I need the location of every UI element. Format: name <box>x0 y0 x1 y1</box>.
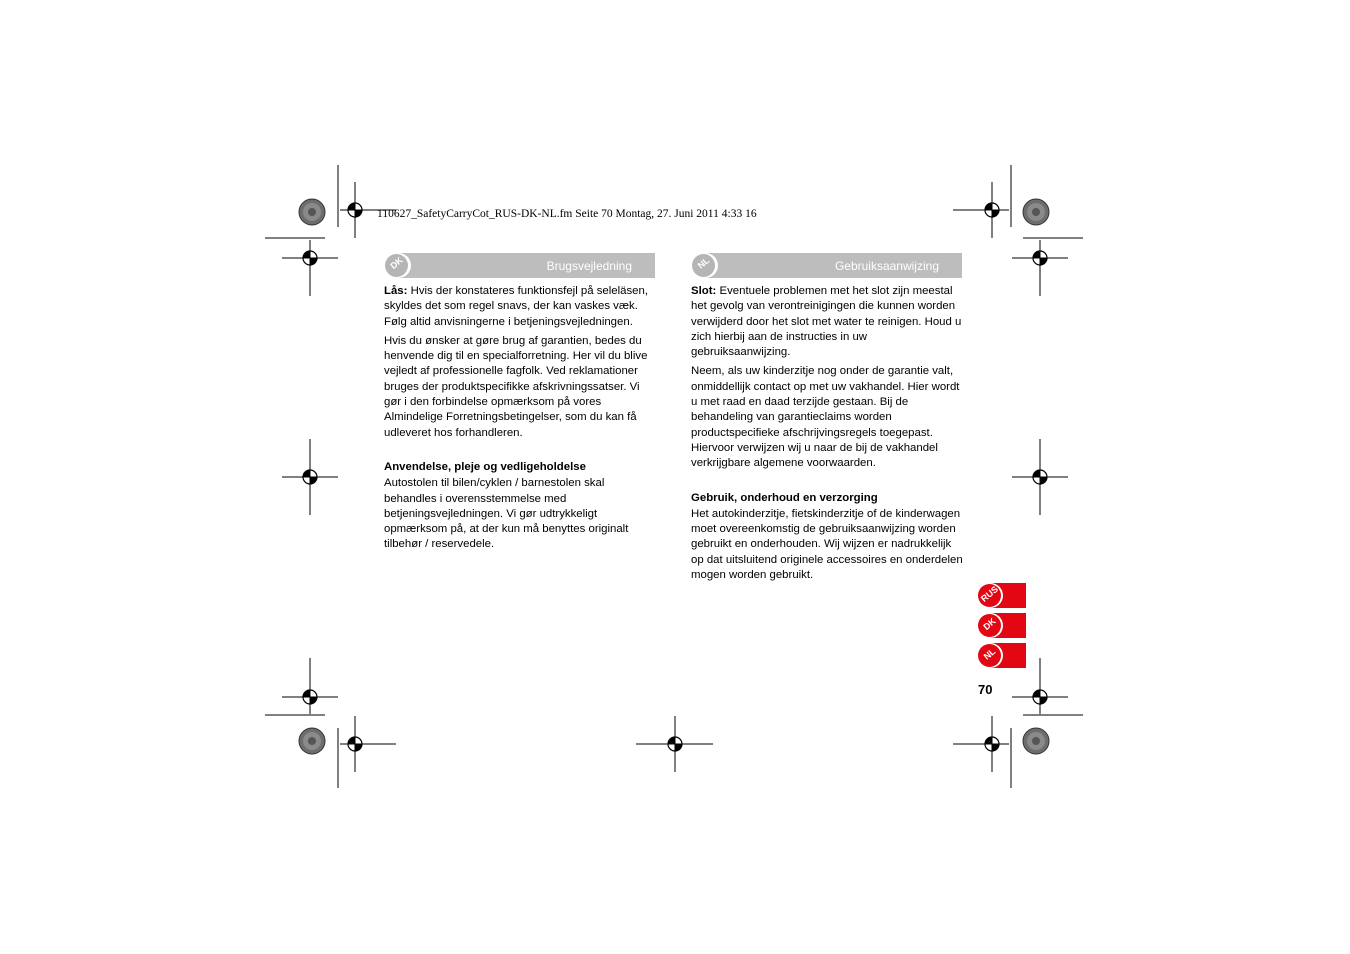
dk-section-header <box>384 253 655 278</box>
dk-lock-text: Hvis der konstateres funktionsfejl på seleläsen, skyldes det som regel snavs, der kan vaskes væk. Følg altid anvisningerne i betjeningsvejledningen. <box>384 285 649 328</box>
right-middle-registration-mark <box>1028 465 1052 489</box>
nl-language-badge <box>691 253 718 278</box>
dk-paragraph-usage: Autostolen til bilen/cyklen / barnestolen skal behandles i overensstemmelse med betjeningsvejledningen. Vi gør udtrykkeligt opmærksom på, at der kun må benyttes originalt tilbehør / reservedele. <box>384 477 629 551</box>
left-bottom-registration-mark <box>298 685 322 709</box>
left-top-registration-mark <box>298 246 322 270</box>
tab-rus-label: RUS <box>978 584 1000 604</box>
right-top-registration-mark <box>1028 246 1052 270</box>
tab-nl-label: NL <box>981 646 998 662</box>
nl-badge-code: NL <box>695 255 712 271</box>
tab-dk-label: DK <box>981 615 998 633</box>
bottom-right-registration-mark <box>980 732 1004 756</box>
top-left-registration-mark <box>343 198 367 222</box>
bottom-right-star-mark <box>1023 728 1049 754</box>
dk-header-title: Brugsvejledning <box>546 259 632 273</box>
language-tab-nl <box>977 643 1026 668</box>
left-middle-registration-mark <box>298 465 322 489</box>
top-right-star-mark <box>1023 199 1049 225</box>
dk-paragraph-warranty: Hvis du ønsker at gøre brug af garantien, bedes du henvende dig til en specialforretning. Her vil du blive vejledt af professionelle fagfolk. Ved reklamationer bruges der produktspecifikke afskrivningssatser. Vi gør i den forbindelse opmærksom på vores Almindelige Forretningsbetingelser, som du kan få udleveret hos forhandleren. <box>384 334 648 439</box>
nl-paragraph-lock <box>691 284 966 360</box>
bottom-center-registration-mark <box>663 732 687 756</box>
dk-language-badge <box>384 253 411 278</box>
bottom-left-star-mark <box>299 728 325 754</box>
language-tab-rus <box>977 583 1026 608</box>
language-tab-dk <box>977 613 1026 638</box>
nl-lock-label: Slot: <box>691 285 717 297</box>
top-right-registration-mark <box>980 198 1004 222</box>
nl-section-heading: Gebruik, onderhoud en verzorging <box>691 491 878 504</box>
dk-paragraph-lock <box>384 284 659 330</box>
dk-section-heading: Anvendelse, pleje og vedligeholdelse <box>384 460 586 473</box>
nl-text-column <box>691 284 966 587</box>
nl-paragraph-warranty: Neem, als uw kinderzitje nog onder de garantie valt, onmiddellijk contact op met uw vakhandel. Hier wordt u met raad en daad terzijde gestaan. Bij de behandeling van garantieclaims worden productspecifieke afschrijvingsregels toegepast. Hiervoor verwijzen wij u naar de bij de vakhandel verkrijgbare algemene voorwaarden. <box>691 365 960 470</box>
nl-section-header <box>691 253 962 278</box>
file-info-line: 110627_SafetyCarryCot_RUS-DK-NL.fm Seite 70 Montag, 27. Juni 2011 4:33 16 <box>377 208 757 220</box>
page-number: 70 <box>978 682 993 697</box>
language-tabs <box>977 583 1026 673</box>
dk-text-column <box>384 284 659 557</box>
bottom-left-registration-mark <box>343 732 367 756</box>
top-left-star-mark <box>299 199 325 225</box>
right-bottom-registration-mark <box>1028 685 1052 709</box>
dk-badge-code: DK <box>388 254 405 272</box>
nl-lock-text: Eventuele problemen met het slot zijn meestal het gevolg van verontreinigingen die kunnen worden verwijderd door het slot met water te reinigen. Houd u zich hierbij aan de instructies in uw gebruiksaanwijzing. <box>691 285 962 359</box>
nl-paragraph-usage: Het autokinderzitje, fietskinderzitje of de kinderwagen moet overeenkomstig de gebruiksaanwijzing worden gebruikt en onderhouden. Wij wijzen er nadrukkelijk op dat uitsluitend originele accessoires en onderdelen mogen worden gebruikt. <box>691 507 963 582</box>
dk-lock-label: Lås: <box>384 285 408 297</box>
nl-header-title: Gebruiksaanwijzing <box>834 259 939 273</box>
